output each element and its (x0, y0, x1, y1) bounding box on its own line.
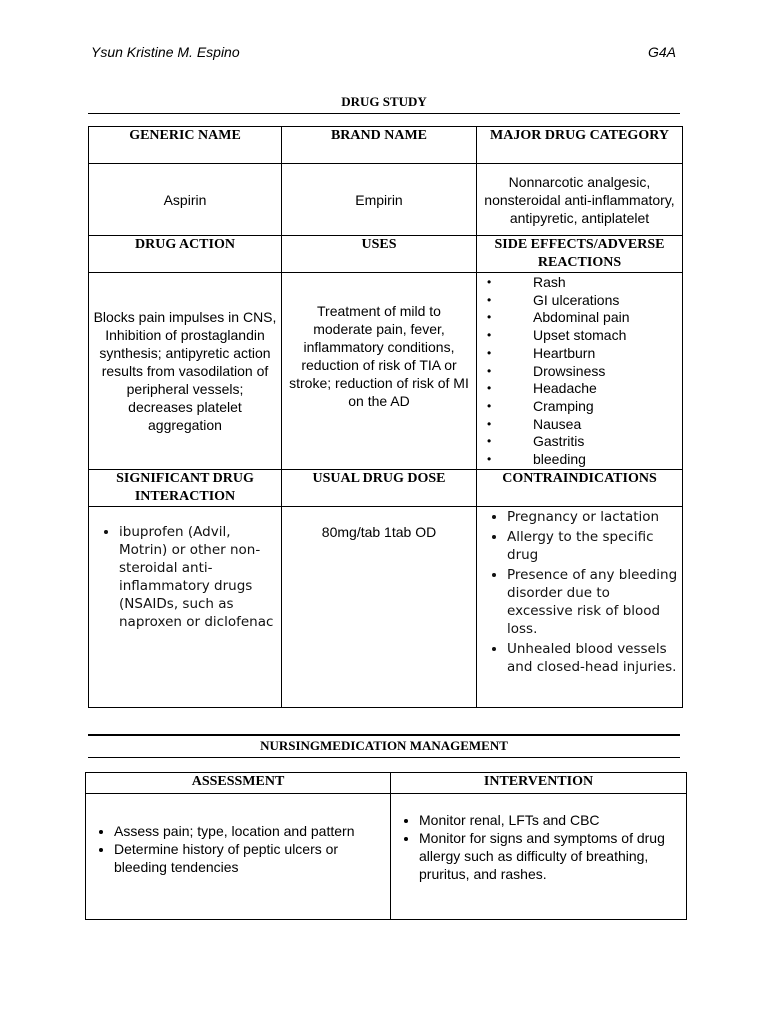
list-item: • Monitor for signs and symptoms of drug allergy such as difficulty of breathing, pruritus, and rashes. (419, 829, 682, 883)
drug-action-header: DRUG ACTION (89, 236, 282, 273)
section-label: G4A (648, 44, 677, 60)
list-item: • Heartburn (487, 344, 596, 361)
list-item: • Cramping (487, 397, 594, 414)
major-category-header: MAJOR DRUG CATEGORY (477, 127, 683, 164)
major-category-value: Nonnarcotic analgesic, nonsteroidal anti-inflammatory, antipyretic, antiplatelet (477, 164, 683, 236)
title-underline (88, 113, 680, 114)
side-effects-cell (477, 273, 683, 470)
uses-header: USES (282, 236, 477, 273)
drug-study-table (88, 126, 683, 708)
author-name: Ysun Kristine M. Espino (91, 44, 240, 60)
list-item: • Upset stomach (487, 327, 627, 344)
assessment-cell (86, 794, 391, 920)
list-item: • Rash (487, 274, 566, 290)
generic-name-header: GENERIC NAME (89, 127, 282, 164)
drug-action-value: Blocks pain impulses in CNS, Inhibition of prostaglandin synthesis; antipyretic action results from vasodilation of peripheral vessels; decreases platelet aggregation (89, 273, 282, 470)
generic-name-value: Aspirin (89, 164, 282, 236)
nursing-table (85, 772, 687, 920)
list-item: • Presence of any bleeding disorder due to excessive risk of blood loss. (507, 566, 678, 638)
uses-value: Treatment of mild to moderate pain, fever, inflammatory conditions, reduction of risk of TIA or stroke; reduction of risk of MI on the AD (282, 273, 477, 470)
contraindications-cell (477, 506, 683, 707)
contraindications-header: CONTRAINDICATIONS (477, 469, 683, 506)
list-item: • Allergy to the specific drug (507, 528, 678, 564)
side-effects-header: SIDE EFFECTS/ADVERSE REACTIONS (477, 236, 683, 273)
list-item: • Unhealed blood vessels and closed-head injuries. (507, 640, 678, 676)
side-effects-list (481, 274, 678, 469)
interaction-list (95, 523, 277, 631)
list-item: • Headache (487, 380, 597, 397)
nursing-title: NURSINGMEDICATION MANAGEMENT (260, 738, 508, 753)
contraindications-list (483, 508, 678, 676)
nursing-title-underline (88, 757, 680, 758)
usual-dose-value: 80mg/tab 1tab OD (282, 506, 477, 707)
list-item: • ibuprofen (Advil, Motrin) or other non-steroidal anti-inflammatory drugs (NSAIDs, such as naproxen or diclofenac (119, 523, 277, 631)
list-item: • Abdominal pain (487, 309, 630, 326)
nursing-top-rule (88, 734, 680, 736)
intervention-list (395, 811, 682, 883)
list-item: • Monitor renal, LFTs and CBC (419, 811, 682, 829)
intervention-cell (391, 794, 687, 920)
list-item: • Assess pain; type, location and pattern (114, 822, 386, 840)
list-item: • Gastritis (487, 433, 585, 450)
usual-dose-header: USUAL DRUG DOSE (282, 469, 477, 506)
list-item: • GI ulcerations (487, 291, 620, 308)
brand-name-value: Empirin (282, 164, 477, 236)
assessment-header: ASSESSMENT (86, 773, 391, 794)
list-item: • Pregnancy or lactation (507, 508, 678, 526)
interaction-header: SIGNIFICANT DRUG INTERACTION (89, 469, 282, 506)
brand-name-header: BRAND NAME (282, 127, 477, 164)
drug-study-title: DRUG STUDY (341, 94, 427, 109)
interaction-cell (89, 506, 282, 707)
list-item: • Drowsiness (487, 362, 606, 379)
intervention-header: INTERVENTION (391, 773, 687, 794)
list-item: • Determine history of peptic ulcers or bleeding tendencies (114, 840, 386, 876)
list-item: • bleeding (487, 451, 586, 468)
assessment-list (90, 822, 386, 876)
list-item: • Nausea (487, 415, 582, 432)
